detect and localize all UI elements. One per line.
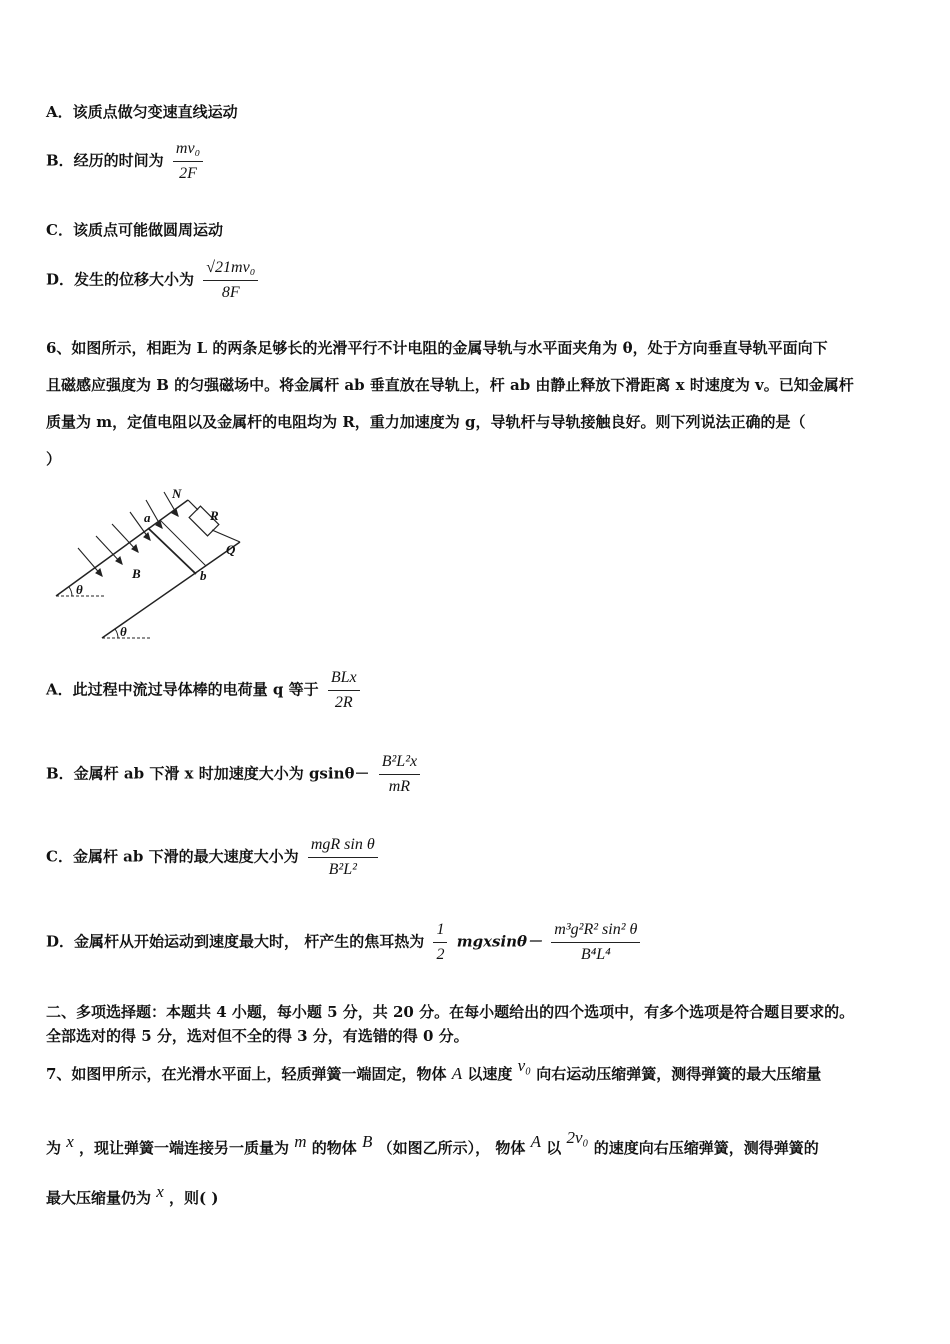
symbol-2v0: 2v₀ (566, 1128, 589, 1147)
label-b-field: B (132, 566, 141, 581)
fraction-numerator: mv₀ (173, 139, 203, 162)
symbol-x: x (66, 1132, 74, 1151)
symbol-v0: v₀ (517, 1056, 532, 1075)
wire-n (188, 500, 198, 510)
q6-stem-line-4: ） (46, 450, 62, 468)
q5-option-b-text: B．经历的时间为 (46, 151, 164, 170)
q6-option-d-text: D．金属杆从开始运动到速度最大时， 杆产生的焦耳热为 (46, 932, 425, 951)
angle-arc-1 (69, 587, 72, 596)
q5-option-c (46, 220, 223, 240)
q7-line-2-c: 的物体 (311, 1139, 357, 1157)
symbol-a: A (451, 1064, 463, 1083)
label-a: a (144, 510, 151, 525)
fraction-denominator: 2F (179, 165, 197, 182)
q6-option-c-fraction (308, 835, 378, 880)
q6-option-b (46, 752, 424, 797)
q6-option-a (46, 668, 364, 713)
q6-figure-inclined-rails (50, 478, 250, 652)
fraction-denominator: B⁴L⁴ (580, 946, 611, 963)
q6-option-d-fraction-half (433, 920, 447, 965)
fraction-denominator: mR (388, 778, 411, 795)
q6-option-a-text: A．此过程中流过导体棒的电荷量 q 等于 (46, 680, 319, 699)
fraction-denominator: B²L² (328, 861, 357, 878)
q6-option-b-fraction (379, 752, 420, 797)
q6-option-c-text: C．金属杆 ab 下滑的最大速度大小为 (46, 847, 299, 866)
symbol-m: m (294, 1132, 307, 1151)
q5-option-c-text: C．该质点可能做圆周运动 (46, 221, 223, 239)
fraction-numerator: √21mv₀ (203, 258, 258, 281)
label-n: N (172, 486, 182, 501)
q7-line-3 (46, 1182, 219, 1208)
q5-option-a-text: A．该质点做匀变速直线运动 (46, 103, 238, 121)
label-r: R (210, 508, 219, 523)
rails-diagram (50, 478, 250, 648)
q6-option-a-fraction (328, 668, 360, 713)
fraction-numerator: mgR sin θ (308, 835, 378, 858)
q6-option-d (46, 920, 644, 965)
magnetic-field-arrows (78, 492, 178, 576)
symbol-a-2: A (530, 1132, 542, 1151)
q7-line-2-b: ，现让弹簧一端连接另一质量为 (79, 1139, 290, 1157)
q7-line-2-e: 以 (546, 1139, 562, 1157)
section-2-line-2: 全部选对的得 5 分，选对但不全的得 3 分，有选错的得 0 分。 (46, 1027, 469, 1045)
fraction-numerator: BLx (328, 668, 360, 691)
q7-line-2-f: 的速度向右压缩弹簧，测得弹簧的 (593, 1139, 819, 1157)
fraction-denominator: 2 (436, 946, 445, 963)
q7-line-3-a: 最大压缩量仍为 (46, 1189, 152, 1207)
label-theta-1: θ (76, 582, 83, 597)
q6-stem-line-3: 质量为 m，定值电阻以及金属杆的电阻均为 R，重力加速度为 g，导轨杆与导轨接触良好。则下列说法正确的是（ (46, 413, 806, 431)
q6-stem-line-1: 6、如图所示，相距为 L 的两条足够长的光滑平行不计电阻的金属导轨与水平面夹角为 θ，处于方向垂直导轨平面向下 (46, 339, 828, 357)
fraction-numerator: m³g²R² sin² θ (551, 920, 640, 943)
q6-option-c (46, 835, 382, 880)
section-2-header (46, 1000, 908, 1048)
symbol-b: B (362, 1132, 373, 1151)
q6-option-d-mid: mgxsinθ－ (456, 932, 543, 951)
wire-q (212, 530, 240, 542)
fraction-denominator: 8F (221, 284, 240, 301)
q7-line-3-b: ，则( ) (169, 1189, 219, 1207)
q5-option-d (46, 258, 262, 303)
q7-line-1 (46, 1056, 822, 1084)
symbol-x-2: x (156, 1182, 164, 1201)
fraction-denominator: 2R (334, 694, 353, 711)
q6-stem-line-2: 且磁感应强度为 B 的匀强磁场中。将金属杆 ab 垂直放在导轨上，杆 ab 由静止释放下滑距离 x 时速度为 v。已知金属杆 (46, 376, 854, 394)
q5-option-d-text: D．发生的位移大小为 (46, 270, 195, 289)
q5-option-b (46, 139, 207, 184)
q7-line-1-c: 向右运动压缩弹簧，测得弹簧的最大压缩量 (536, 1065, 822, 1083)
q5-option-d-fraction (203, 258, 258, 303)
angle-arc-2 (115, 629, 118, 638)
q7-line-2-d: （如图乙所示）， 物体 (377, 1139, 526, 1157)
section-2-line-1: 二、多项选择题：本题共 4 小题，每小题 5 分，共 20 分。在每小题给出的四个选项中，有多个选项是符合题目要求的。 (46, 1003, 855, 1021)
fraction-numerator: 1 (433, 920, 447, 943)
fraction-numerator: B²L²x (379, 752, 420, 775)
q7-line-2 (46, 1128, 819, 1158)
q5-option-a (46, 102, 238, 122)
q6-stem (46, 330, 908, 478)
q6-option-b-text: B．金属杆 ab 下滑 x 时加速度大小为 gsinθ－ (46, 764, 370, 783)
q6-option-d-fraction-energy (551, 920, 640, 965)
label-q: Q (226, 542, 236, 557)
label-theta-2: θ (120, 624, 127, 639)
q5-option-b-fraction (173, 139, 203, 184)
label-b-rod: b (200, 568, 207, 583)
q7-line-1-a: 7、如图甲所示，在光滑水平面上，轻质弹簧一端固定，物体 (46, 1065, 447, 1083)
q7-line-2-a: 为 (46, 1139, 62, 1157)
rod-ab (148, 528, 196, 574)
q7-line-1-b: 以速度 (467, 1065, 513, 1083)
